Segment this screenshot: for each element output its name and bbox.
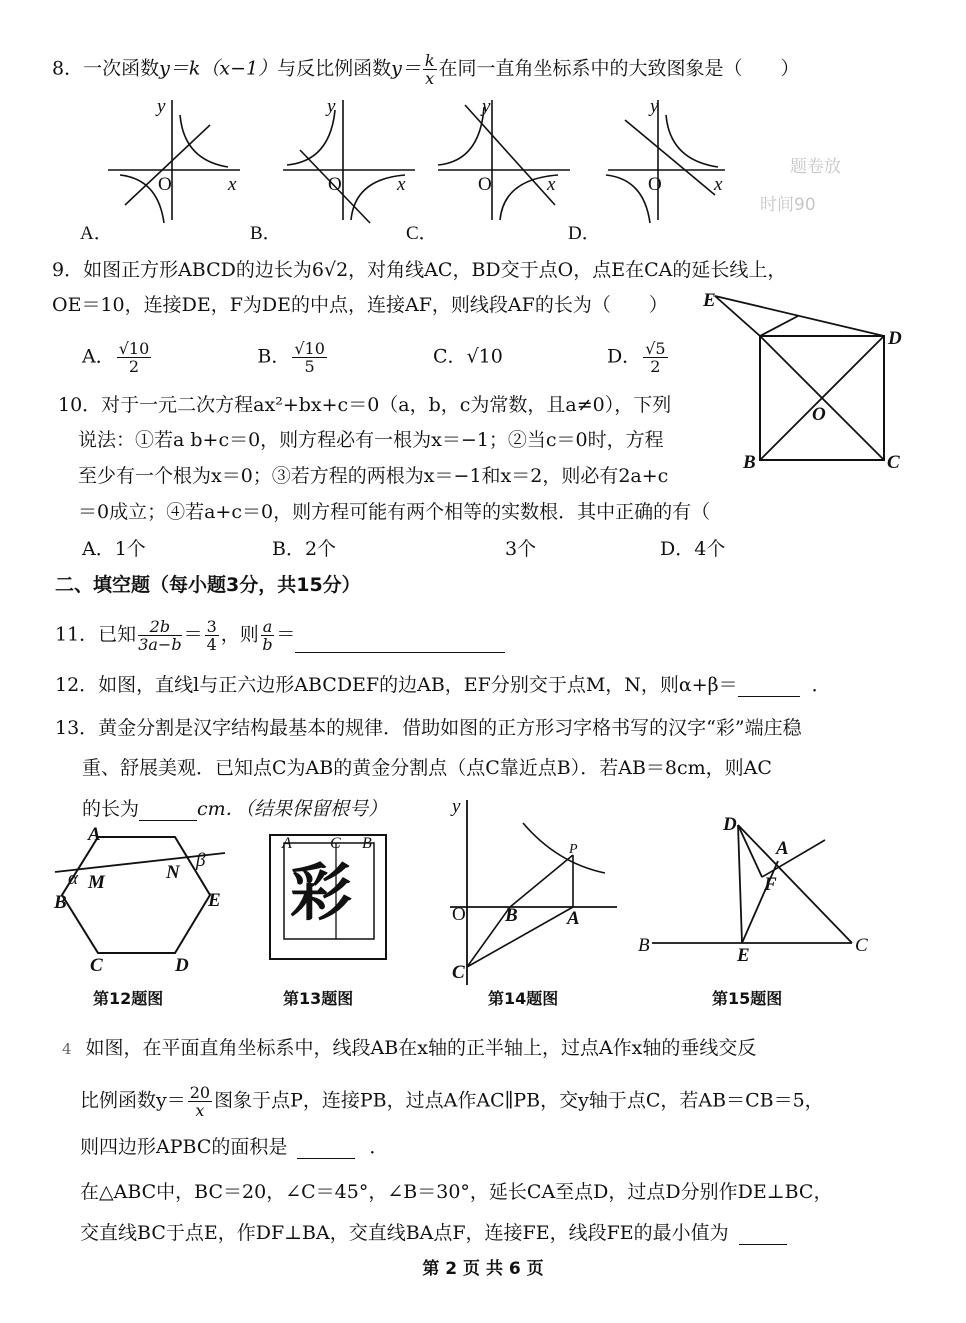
q8-opt-d: D． (568, 223, 601, 244)
q9-line1: 9．如图正方形ABCD的边长为6√2，对角线AC，BD交于点O，点E在CA的延长线上， (52, 259, 787, 281)
q8-graph-c (430, 95, 580, 225)
fig12-a: A (88, 824, 101, 845)
q8c-y: y (482, 96, 491, 117)
q10-opt-b: B．2个 (272, 538, 337, 560)
fig12-b: B (54, 892, 67, 913)
fig12-e: E (208, 890, 221, 911)
q10-opt-d: D．4个 (660, 538, 726, 560)
q9-label-e: E (703, 290, 716, 311)
q14-line3: 则四边形APBC的面积是 ． (80, 1136, 389, 1158)
fig12-c: C (90, 955, 103, 976)
fig14-p: P (569, 842, 578, 857)
q9-line2: OE＝10，连接DE，F为DE的中点，连接AF，则线段AF的长为（ ） (52, 294, 668, 316)
q15-line2: 交直线BC于点E，作DF⊥BA，交直线BA点F，连接FE，线段FE的最小值为 (80, 1221, 787, 1245)
fig12-beta: β (196, 850, 206, 871)
q8c-o: O (478, 174, 492, 195)
fig12-alpha: α (68, 868, 78, 889)
q8-opt-b: B． (250, 223, 282, 244)
q8b-y: y (327, 96, 336, 117)
q8a-o: O (158, 174, 172, 195)
q12: 12．如图，直线l与正六边形ABCDEF的边AB，EF分别交于点M，N，则α+β＝ ． (55, 674, 831, 696)
q11-answer-blank[interactable] (295, 632, 505, 653)
q9-label-b: B (743, 452, 756, 473)
bleed-through-1: 题卷放 (790, 157, 841, 177)
q8-graph-a (100, 95, 250, 225)
fig13-caption: 第13题图 (283, 989, 354, 1008)
q11: 11．已知 $\frac{2b}{3a-b}$ ＝ $\frac{3}{4}$ ，则 $\frac{a}{b}$ ＝ (55, 618, 505, 653)
fig13-character: 彩 (290, 856, 353, 929)
fig14-graph (445, 795, 625, 985)
q8-graph-b (275, 95, 425, 225)
fig14-c: C (452, 962, 465, 983)
q9-figure (700, 290, 910, 470)
q8-graph-d (600, 95, 750, 225)
fig13-b: B (362, 835, 372, 852)
q12-answer-blank[interactable] (738, 676, 800, 697)
q8-opt-c: C． (406, 223, 438, 244)
q9-label-c: C (887, 452, 900, 473)
fig14-b: B (505, 905, 518, 926)
q8d-x: x (714, 174, 723, 195)
q9-label-d: D (888, 328, 902, 349)
q9-options: A． $\frac{√10}{2}$ B． $\frac{√10}{5}$ C．√10 D． $\frac{√5}{2}$ (82, 339, 666, 376)
fig15-b: B (638, 935, 650, 956)
q14-answer-blank[interactable] (297, 1138, 355, 1159)
q10-line3: 至少有一个根为x＝0；③若方程的两根为x＝−1和x＝2，则必有2a+c (78, 465, 669, 487)
q13-answer-blank[interactable] (139, 800, 197, 821)
fig15-d: D (723, 814, 737, 835)
q8-opt-a: A． (80, 223, 113, 244)
fig13-a: A (282, 835, 292, 852)
fig13-c: C (330, 835, 341, 852)
q15-answer-blank[interactable] (739, 1224, 787, 1245)
fig15-f: F (764, 874, 777, 895)
fig14-o: O (452, 904, 466, 925)
q8a-y: y (157, 96, 166, 117)
q8-stem: 8．一次函数y＝k（x−1）与反比例函数y＝ $\frac{k}{x}$ 在同一直角坐标系中的大致图象是（ ） (52, 51, 800, 88)
q10-line1: 10．对于一元二次方程ax²+bx+c＝0（a，b，c为常数，且a≠0），下列 (58, 394, 672, 416)
page-footer: 第 2 页 共 6 页 (422, 1259, 544, 1279)
fig15-c: C (855, 935, 868, 956)
q13-line1: 13．黄金分割是汉字结构最基本的规律．借助如图的正方形习字格书写的汉字“彩”端庄稳 (55, 717, 802, 739)
q8b-o: O (328, 174, 342, 195)
fig15-caption: 第15题图 (712, 989, 783, 1008)
q14-line2: 比例函数y＝ $\frac{20}{x}$ 图象于点P，连接PB，过点A作AC∥PB，交y轴于点C，若AB＝CB＝5， (80, 1083, 824, 1120)
fig14-y: y (452, 796, 461, 817)
fig15-e: E (737, 945, 750, 966)
q10-opt-a: A．1个 (82, 538, 146, 560)
q8c-x: x (547, 174, 556, 195)
fig15-triangle (630, 815, 870, 955)
fig14-caption: 第14题图 (488, 989, 559, 1008)
q10-line4: ＝0成立；④若a+c＝0，则方程可能有两个相等的实数根．其中正确的有（ (78, 501, 711, 523)
q15-line1: 在△ABC中，BC＝20，∠C＝45°，∠B＝30°，延长CA至点D，过点D分别作DE⊥BC， (80, 1181, 833, 1203)
q10-opt-c: 3个 (505, 538, 537, 560)
fig14-a: A (567, 908, 580, 929)
q14-line1: 4 如图，在平面直角坐标系中，线段AB在x轴的正半轴上，过点A作x轴的垂线交反 (62, 1037, 757, 1059)
q8d-y: y (650, 96, 659, 117)
q10-line2: 说法：①若a b+c＝0，则方程必有一根为x＝−1；②当c＝0时，方程 (78, 429, 664, 451)
fig12-d: D (175, 955, 189, 976)
section-2-heading: 二、填空题（每小题3分，共15分） (55, 574, 361, 596)
fig15-a: A (776, 838, 789, 859)
q9-label-o: O (812, 404, 826, 425)
q8a-x: x (228, 174, 237, 195)
q8b-x: x (397, 174, 406, 195)
q13-line2: 重、舒展美观．已知点C为AB的黄金分割点（点C靠近点B）．若AB＝8cm，则AC (82, 757, 772, 779)
q8d-o: O (648, 174, 662, 195)
fig12-caption: 第12题图 (93, 989, 164, 1008)
fig12-m: M (88, 872, 105, 893)
q13-line3: 的长为 cm．（结果保留根号） (82, 798, 388, 820)
bleed-through-2: 时间90 (760, 195, 816, 215)
fig12-n: N (166, 862, 180, 883)
